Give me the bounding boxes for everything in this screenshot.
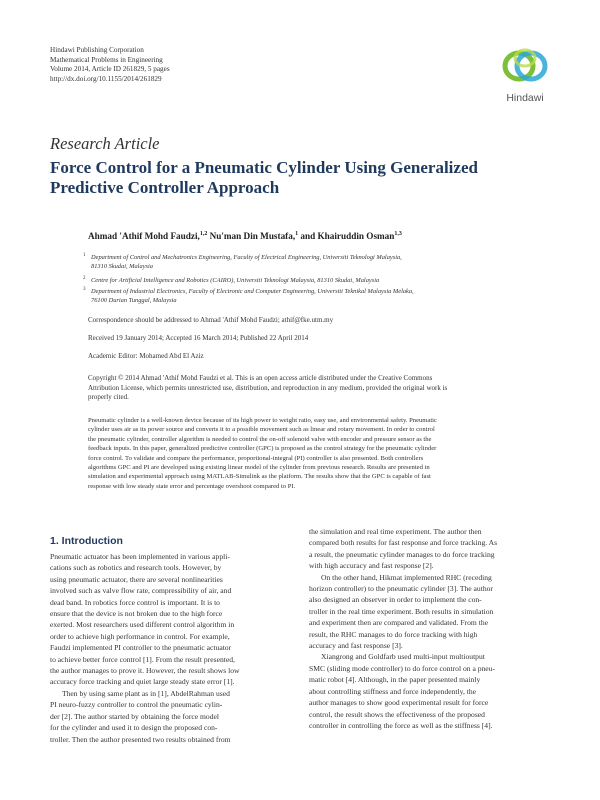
abstract-line: algorithms GPC and PI are developed using existing linear model of the cylinder from previous research. Results are presented in: [88, 464, 430, 472]
affiliation-number: 1: [83, 253, 86, 258]
body-line: involved such as valve flow rate, compressibility of air, and: [50, 586, 232, 596]
volume-info: Volume 2014, Article ID 261829, 5 pages: [50, 65, 170, 74]
author-affiliation-marker: 1: [295, 231, 299, 237]
doi-link[interactable]: http://dx.doi.org/10.1155/2014/261829: [50, 74, 162, 83]
body-line: for the cylinder and used it to design the proposed con-: [50, 723, 218, 733]
journal-header: [50, 46, 170, 84]
body-line: Then by using same plant as in [1], AbdelRahman used: [62, 688, 230, 698]
body-line: the author manages to prove it. However, the result shows low: [50, 666, 240, 676]
left-column: [50, 551, 240, 745]
body-line: accuracy force tracking and quiet large steady state error [1].: [50, 677, 235, 687]
correspondence: Correspondence should be addressed to Ahmad 'Athif Mohd Faudzi; athif@fke.utm.my: [88, 316, 334, 324]
body-line: a result, the pneumatic cylinder manages to do force tracking: [309, 549, 495, 559]
logo-wordmark: Hindawi: [506, 92, 544, 104]
body-line: exerted. Most researchers used different control algorithm in: [50, 620, 235, 630]
affiliation: [83, 253, 553, 271]
section-heading: 1. Introduction: [50, 535, 123, 547]
academic-editor: Academic Editor: Mohamed Abd El Aziz: [88, 352, 204, 360]
body-line: matic robot [4]. Although, in the paper presented mainly: [309, 675, 481, 685]
author-name: Ahmad 'Athif Mohd Faudzi,: [88, 231, 200, 242]
body-line: SMC (sliding mode controller) to do force control on a pneu-: [309, 663, 496, 673]
body-line: with high accuracy and fast response [2].: [309, 561, 434, 571]
abstract-line: force control. To validate and compare the performance, proportional-integral (PI) controller is also presented. Both controllers: [88, 454, 424, 462]
body-line: order to achieve high performance in control. For example,: [50, 631, 230, 641]
body-line: Faudzi implemented PI controller to the pneumatic actuator: [50, 643, 232, 653]
body-line: also designed an observer in order to implement the con-: [309, 595, 482, 605]
abstract-line: the pneumatic cylinder, controller algorithm is needed to control the on-off solenoid valve with encoder and pressure sensor as the: [88, 435, 432, 443]
body-line: and experiment then are compared and validated. From the: [309, 618, 489, 628]
body-line: the simulation and real time experiment. The author then: [309, 527, 482, 536]
abstract-line: feedback inputs. In this paper, generalized predictive controller (GPC) is proposed as the control strategy for the pneumatic cylinder: [88, 445, 437, 453]
body-line: controller in controlling the force as well as the stiffness [4].: [309, 720, 493, 730]
body-line: cations such as robotics and research tools. However, by: [50, 563, 222, 573]
body-line: author manages to show good experimental result for force: [309, 698, 489, 708]
copyright-line: Copyright © 2014 Ahmad 'Athif Mohd Faudzi et al. This is an open access article distributed under the Creative Commons: [88, 374, 433, 382]
publisher-name: Hindawi Publishing Corporation: [50, 46, 144, 54]
author-list: [88, 231, 558, 241]
author-name: and Khairuddin Osman: [298, 231, 395, 242]
body-line: troller. Then the author presented two results obtained from: [50, 734, 231, 744]
affiliation-line: Department of Control and Mechatronics Engineering, Faculty of Electrical Engineering, Universiti Teknologi Malaysia,: [91, 254, 402, 261]
body-line: PI neuro-fuzzy controller to control the pneumatic cylin-: [50, 700, 223, 710]
body-line: control, the result shows the effectiveness of the proposed: [309, 709, 485, 719]
publication-dates: Received 19 January 2014; Accepted 16 March 2014; Published 22 April 2014: [88, 334, 309, 342]
body-line: using pneumatic actuator, there are several nonlinearities: [50, 574, 223, 584]
body-line: to achieve better force control [1]. From the result presented,: [50, 654, 235, 664]
body-line: ensure that the device is not broken due to the high force: [50, 609, 223, 619]
affiliation-line: 81310 Skudai, Malaysia: [91, 263, 153, 271]
copyright-line: Attribution License, which permits unrestricted use, distribution, and reproduction in any medium, provided the original work is: [88, 383, 448, 392]
body-line: dead band. In robotics force control is important. It is to: [50, 597, 220, 607]
copyright-notice: [88, 374, 553, 403]
body-line: compared both results for fast response and force tracking. As: [309, 538, 498, 548]
affiliation-line: Department of Industrial Electronics, Faculty of Electronic and Computer Engineering, Universiti Teknikal Malaysia Melaka,: [91, 288, 414, 295]
abstract-line: Pneumatic cylinder is a well-known device because of its high power to weight ratio, easy use, and environmental safety. Pneumatic: [88, 417, 437, 424]
body-line: On the other hand, Hikmat implemented RHC (receding: [321, 572, 492, 582]
affiliation-line: 76100 Durian Tunggal, Malaysia: [91, 297, 177, 305]
body-line: result, the RHC manages to do force tracking with high: [309, 629, 478, 639]
title-line: Predictive Controller Approach: [50, 178, 280, 197]
body-line: accuracy and fast response [3].: [309, 641, 403, 651]
affiliation: [83, 287, 553, 305]
article-type: Research Article: [50, 134, 160, 153]
body-line: der [2]. The author started by obtaining the force model: [50, 711, 219, 721]
body-line: troller in the real time experiment. Both results in simulation: [309, 606, 494, 616]
author-name: Nu'man Din Mustafa,: [207, 231, 296, 242]
abstract-line: cylinder uses air as its power source and converts it to a possible movement such as linear and rotary movement. In order to control: [88, 426, 435, 434]
abstract-line: simulation and experimental approach using MATLAB-Simulink as the platform. The results show that the GPC is capable of fast: [88, 473, 431, 481]
author-affiliation-marker: 1,3: [394, 231, 402, 237]
body-line: about controlling stiffness and force independently, the: [309, 686, 477, 696]
author-affiliation-marker: 1,2: [199, 231, 208, 237]
title-line: Force Control for a Pneumatic Cylinder Using Generalized: [50, 158, 478, 177]
paper-title: [50, 158, 550, 198]
body-line: Pneumatic actuator has been implemented in various appli-: [50, 552, 230, 561]
affiliation: [83, 276, 553, 285]
affiliation-number: 3: [83, 287, 86, 292]
journal-name: Mathematical Problems in Engineering: [50, 55, 163, 64]
affiliation-line: Centre for Artificial Intelligence and Robotics (CAIRO), Universiti Teknologi Malaysia, 81310 Skudai, Malaysia: [91, 277, 380, 284]
right-column: [309, 526, 497, 731]
copyright-line: properly cited.: [88, 393, 129, 402]
abstract: [88, 416, 552, 491]
body-line: horizon controller) to the pneumatic cylinder [3]. The author: [309, 584, 493, 594]
body-line: Xiangrong and Goldfarb used multi-input multioutput: [321, 652, 485, 662]
affiliation-number: 2: [83, 276, 86, 281]
abstract-line: response with low steady state error and percentage overshoot compared to PI.: [88, 482, 296, 490]
